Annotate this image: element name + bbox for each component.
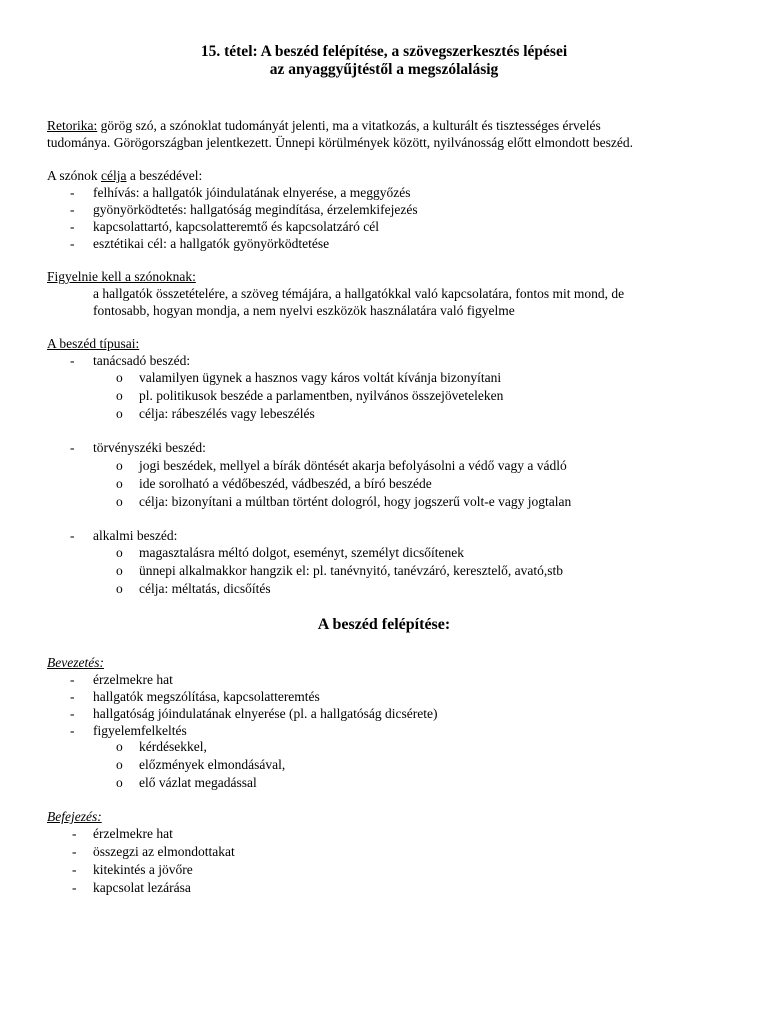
title-line-2: az anyaggyűjtéstől a megszólalásig xyxy=(269,61,499,78)
sub-bullet: o xyxy=(116,775,123,790)
tipus-alkalmi: alkalmi beszéd: xyxy=(93,528,178,543)
retorika-text-1: görög szó, a szónoklat tudományát jelenti, ma a vitatkozás, a kulturált és tisztességes érvelés xyxy=(97,118,601,133)
retorika-paragraph-line-1 xyxy=(47,117,601,135)
list-dash: - xyxy=(72,826,77,841)
list-item: kitekintés a jövőre xyxy=(93,862,193,877)
list-dash: - xyxy=(70,185,75,200)
figyelnie-label: Figyelnie kell a szónoknak: xyxy=(47,269,196,284)
retorika-text-2: tudománya. Görögországban jelentkezett. Ünnepi körülmények között, nyilvánosság előtt elmondott beszéd. xyxy=(47,135,633,150)
list-dash: - xyxy=(70,723,75,738)
list-item: érzelmekre hat xyxy=(93,672,173,687)
sub-bullet: o xyxy=(116,406,123,421)
sub-item: magasztalásra méltó dolgot, eseményt, személyt dicsőítenek xyxy=(139,545,465,560)
sub-item: ide sorolható a védőbeszéd, vádbeszéd, a bíró beszéde xyxy=(139,476,432,491)
sub-item: célja: méltatás, dicsőítés xyxy=(139,581,271,596)
befejezes-label: Befejezés: xyxy=(47,809,102,824)
list-item: figyelemfelkeltés xyxy=(93,723,187,738)
list-item: esztétikai cél: a hallgatók gyönyörködtetése xyxy=(93,236,330,251)
section-heading: A beszéd felépítése: xyxy=(317,616,451,633)
list-dash: - xyxy=(70,706,75,721)
list-dash: - xyxy=(72,844,77,859)
sub-item: célja: rábeszélés vagy lebeszélés xyxy=(139,406,315,421)
bevezetes-label: Bevezetés: xyxy=(47,655,104,670)
list-item: kapcsolat lezárása xyxy=(93,880,191,895)
list-dash: - xyxy=(70,672,75,687)
list-dash: - xyxy=(72,880,77,895)
list-item: felhívás: a hallgatók jóindulatának elnyerése, a meggyőzés xyxy=(93,185,411,200)
sub-bullet: o xyxy=(116,757,123,772)
list-item: hallgatóság jóindulatának elnyerése (pl. a hallgatóság dicsérete) xyxy=(93,706,438,721)
sub-item: elő vázlat megadással xyxy=(139,775,257,790)
list-dash: - xyxy=(70,528,75,543)
sub-item: előzmények elmondásával, xyxy=(139,757,286,772)
cel-heading: A szónok célja a beszédével: xyxy=(47,168,203,183)
list-dash: - xyxy=(70,353,75,368)
sub-item: jogi beszédek, mellyel a bírák döntését akarja befolyásolni a védő vagy a vádló xyxy=(139,458,567,473)
tipus-torvenyszeki: törvényszéki beszéd: xyxy=(93,440,206,455)
sub-bullet: o xyxy=(116,458,123,473)
tipus-tanacsado: tanácsadó beszéd: xyxy=(93,353,191,368)
sub-bullet: o xyxy=(116,563,123,578)
list-dash: - xyxy=(70,689,75,704)
sub-bullet: o xyxy=(116,370,123,385)
sub-item: kérdésekkel, xyxy=(139,739,207,754)
list-item: hallgatók megszólítása, kapcsolatteremtés xyxy=(93,689,320,704)
list-item: érzelmekre hat xyxy=(93,826,173,841)
sub-item: ünnepi alkalmakkor hangzik el: pl. tanévnyitó, tanévzáró, keresztelő, avató,stb xyxy=(139,563,563,578)
sub-item: célja: bizonyítani a múltban történt dologról, hogy jogszerű volt-e vagy jogtalan xyxy=(139,494,572,509)
cel-word: célja xyxy=(101,168,127,183)
figyelnie-text-1: a hallgatók összetételére, a szöveg témájára, a hallgatókkal való kapcsolatára, fontos mit mond, de xyxy=(93,286,625,301)
list-dash: - xyxy=(70,440,75,455)
sub-item: pl. politikusok beszéde a parlamentben, nyilvános összejöveteleken xyxy=(139,388,504,403)
tipusok-label: A beszéd típusai: xyxy=(47,336,140,351)
figyelnie-text-2: fontosabb, hogyan mondja, a nem nyelvi eszközök használatára való figyelme xyxy=(93,303,515,318)
list-item: összegzi az elmondottakat xyxy=(93,844,235,859)
list-item: gyönyörködtetés: hallgatóság megindítása, érzelemkifejezés xyxy=(93,202,418,217)
sub-bullet: o xyxy=(116,581,123,596)
list-dash: - xyxy=(70,202,75,217)
sub-bullet: o xyxy=(116,739,123,754)
sub-item: valamilyen ügynek a hasznos vagy káros voltát kívánja bizonyítani xyxy=(139,370,502,385)
sub-bullet: o xyxy=(116,545,123,560)
sub-bullet: o xyxy=(116,388,123,403)
list-dash: - xyxy=(70,219,75,234)
list-dash: - xyxy=(72,862,77,877)
list-dash: - xyxy=(70,236,75,251)
sub-bullet: o xyxy=(116,476,123,491)
title-line-1: 15. tétel: A beszéd felépítése, a szövegszerkesztés lépései xyxy=(200,43,568,60)
list-item: kapcsolattartó, kapcsolatteremtő és kapcsolatzáró cél xyxy=(93,219,379,234)
retorika-label: Retorika: xyxy=(47,118,98,133)
sub-bullet: o xyxy=(116,494,123,509)
